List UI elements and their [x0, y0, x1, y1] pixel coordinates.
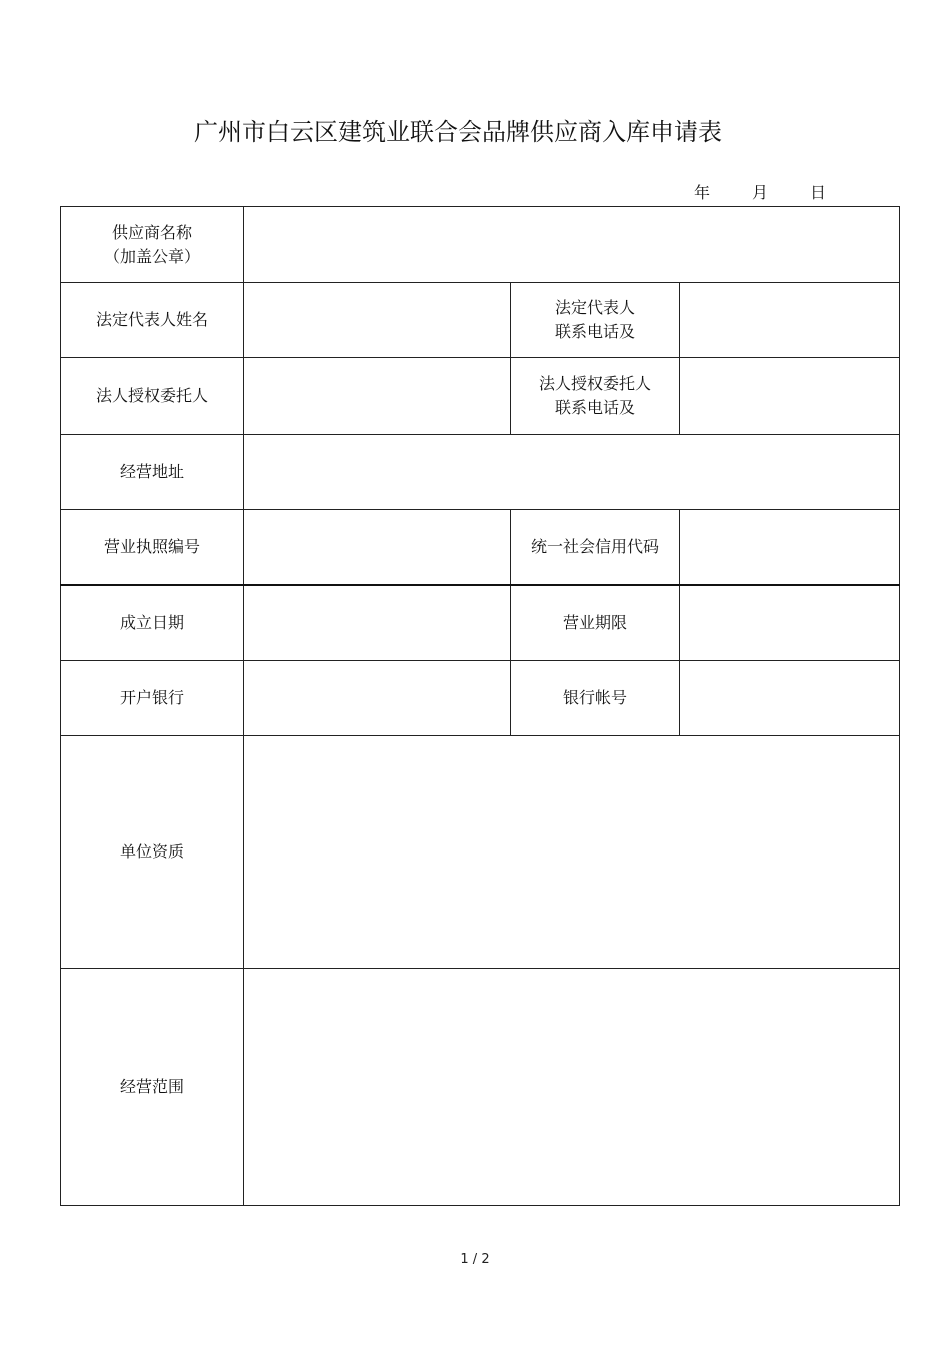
business-scope-label: 经营范围 — [61, 969, 244, 1206]
business-address-field[interactable] — [244, 435, 900, 510]
bank-label: 开户银行 — [61, 661, 244, 736]
page-number: 1 / 2 — [460, 1252, 490, 1267]
row-authorized-agent — [61, 358, 900, 435]
qualification-label: 单位资质 — [61, 736, 244, 969]
bank-account-field[interactable] — [680, 661, 900, 736]
credit-code-field[interactable] — [680, 510, 900, 585]
authorized-agent-phone-field[interactable] — [680, 358, 900, 435]
authorized-agent-label: 法人授权委托人 — [61, 358, 244, 435]
authorized-agent-field[interactable] — [244, 358, 511, 435]
business-scope-field[interactable] — [244, 969, 900, 1206]
bank-account-label: 银行帐号 — [511, 661, 680, 736]
bank-field[interactable] — [244, 661, 511, 736]
date-day-label: 日 — [810, 183, 827, 202]
qualification-field[interactable] — [244, 736, 900, 969]
founding-date-field[interactable] — [244, 585, 511, 661]
row-license — [61, 510, 900, 585]
business-term-label: 营业期限 — [511, 585, 680, 661]
supplier-name-field[interactable] — [244, 207, 900, 283]
legal-rep-name-label: 法定代表人姓名 — [61, 283, 244, 358]
row-business-address — [61, 435, 900, 510]
credit-code-label: 统一社会信用代码 — [511, 510, 680, 585]
row-qualification — [61, 736, 900, 969]
row-legal-rep — [61, 283, 900, 358]
license-number-label: 营业执照编号 — [61, 510, 244, 585]
founding-date-label: 成立日期 — [61, 585, 244, 661]
license-number-field[interactable] — [244, 510, 511, 585]
date-month-label: 月 — [752, 183, 769, 202]
row-founding — [61, 585, 900, 661]
form-title: 广州市白云区建筑业联合会品牌供应商入库申请表 — [194, 118, 722, 146]
date-year-label: 年 — [694, 183, 711, 202]
business-address-label: 经营地址 — [61, 435, 244, 510]
legal-rep-phone-field[interactable] — [680, 283, 900, 358]
row-bank — [61, 661, 900, 736]
supplier-name-label: 供应商名称 （加盖公章） — [61, 207, 244, 283]
row-supplier-name — [61, 207, 900, 283]
authorized-agent-phone-label: 法人授权委托人 联系电话及 — [511, 358, 680, 435]
row-business-scope — [61, 969, 900, 1206]
legal-rep-name-field[interactable] — [244, 283, 511, 358]
legal-rep-phone-label: 法定代表人 联系电话及 — [511, 283, 680, 358]
business-term-field[interactable] — [680, 585, 900, 661]
application-form-table — [60, 206, 900, 1206]
